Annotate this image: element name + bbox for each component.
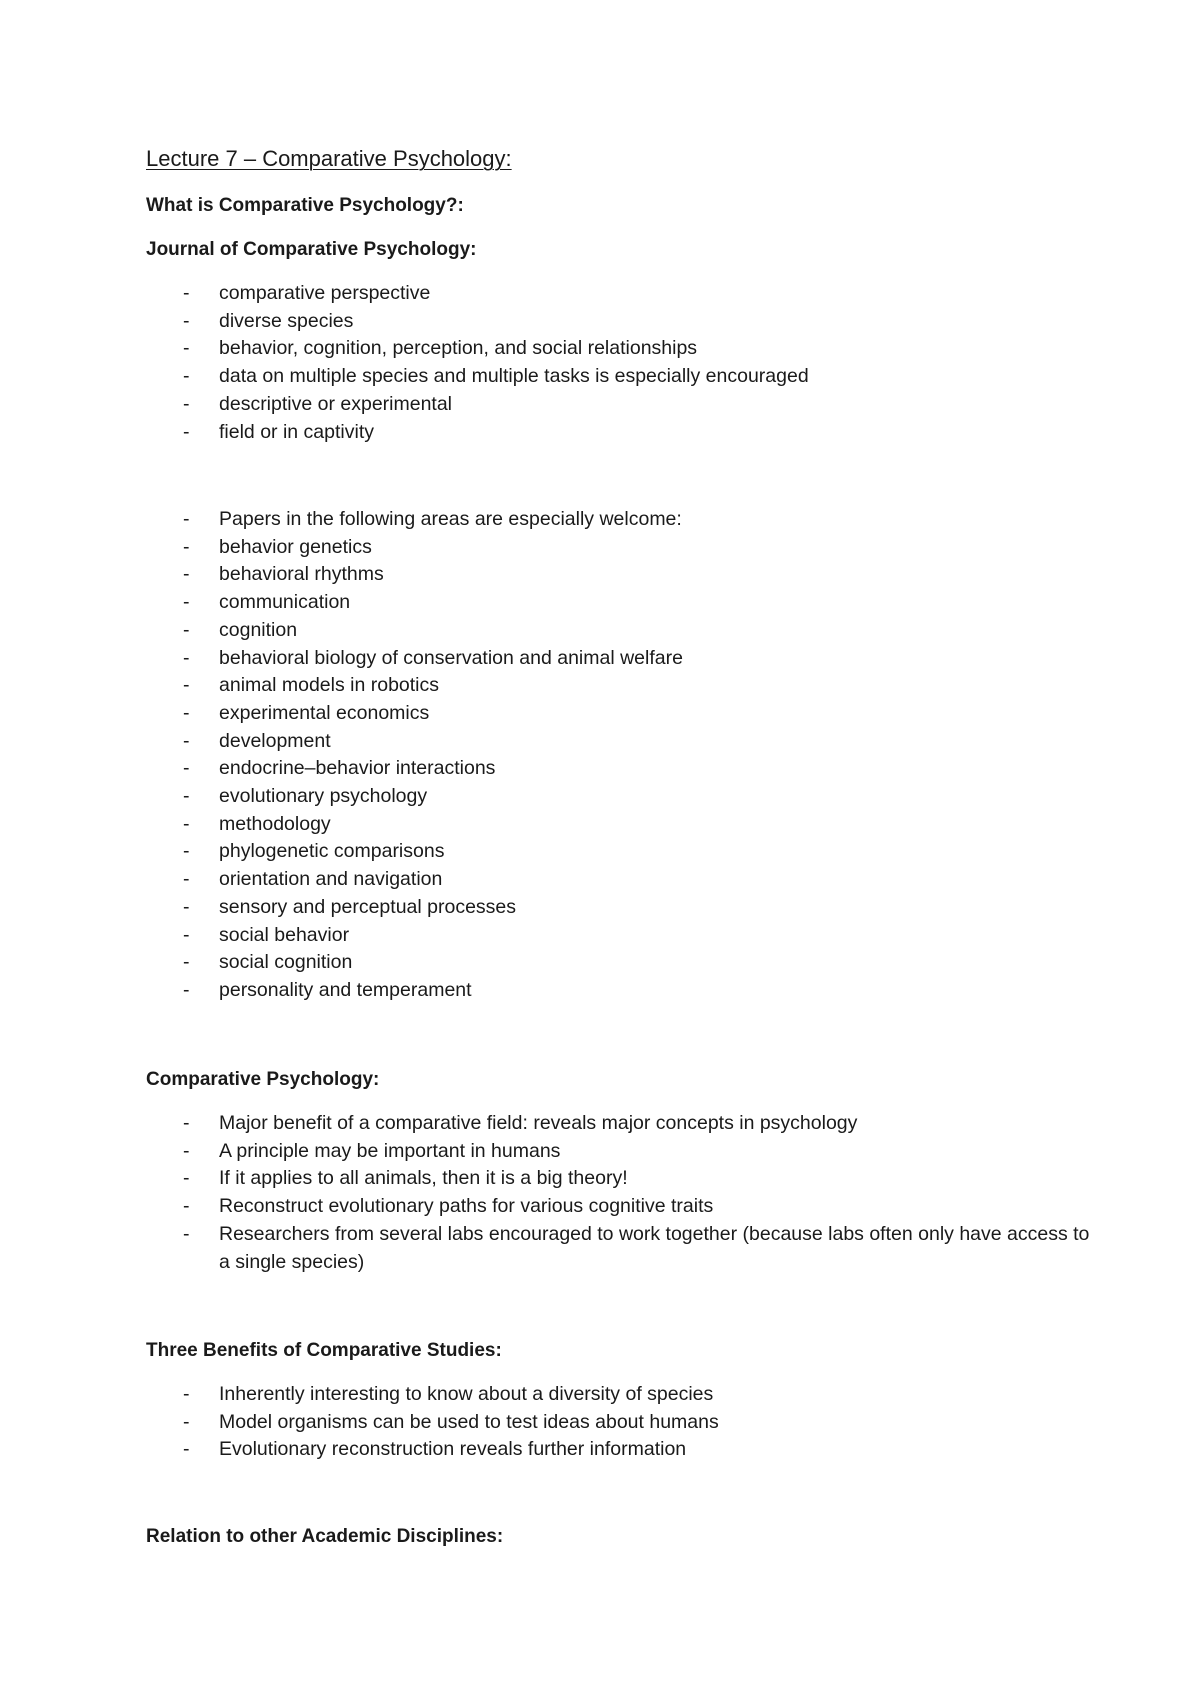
heading-what-is: What is Comparative Psychology?: [146, 195, 464, 216]
bullet-dash: - [183, 1139, 190, 1162]
heading-journal: Journal of Comparative Psychology: [146, 239, 477, 260]
list-item: - social cognition [146, 949, 683, 977]
bullet-dash: - [183, 757, 190, 780]
list-item: - data on multiple species and multiple tasks is especially encouraged [146, 363, 809, 391]
list-item: - methodology [146, 811, 683, 839]
list-item: - Researchers from several labs encouraged to work together (because labs often only have access to a single species) [183, 1222, 1090, 1273]
list-item: - social behavior [146, 922, 683, 950]
bullet-dash: - [183, 282, 190, 304]
bullet-dash: - [183, 563, 190, 586]
list-item: - Evolutionary reconstruction reveals further information [146, 1436, 719, 1464]
bullet-dash: - [183, 729, 190, 752]
benefits-list [146, 1381, 719, 1464]
list-item: - experimental economics [146, 700, 683, 728]
heading-relation-disciplines: Relation to other Academic Disciplines: [146, 1526, 504, 1547]
list-item: - behavioral rhythms [146, 561, 683, 589]
list-item: - field or in captivity [146, 419, 809, 447]
bullet-dash: - [183, 392, 190, 415]
bullet-dash: - [183, 895, 190, 918]
page-title: Lecture 7 – Comparative Psychology: [146, 146, 512, 171]
heading-three-benefits: Three Benefits of Comparative Studies: [146, 1340, 502, 1361]
list-item: - Inherently interesting to know about a diversity of species [146, 1381, 719, 1409]
bullet-dash: - [183, 923, 190, 946]
bullet-dash: - [183, 785, 190, 808]
bullet-dash: - [183, 337, 190, 360]
list-item: - A principle may be important in humans [146, 1138, 1099, 1166]
list-item: - comparative perspective [146, 280, 809, 308]
list-item: - behavioral biology of conservation and animal welfare [146, 645, 683, 673]
list-item: - descriptive or experimental [146, 391, 809, 419]
list-item: - phylogenetic comparisons [146, 838, 683, 866]
bullet-dash: - [183, 840, 190, 863]
bullet-dash: - [183, 618, 190, 641]
list-item: - Reconstruct evolutionary paths for various cognitive traits [146, 1193, 1099, 1221]
bullet-dash: - [183, 674, 190, 697]
list-item: - behavior, cognition, perception, and social relationships [146, 335, 809, 363]
bullet-dash: - [183, 978, 190, 1001]
bullet-dash: - [183, 591, 190, 614]
comparative-psychology-list [146, 1110, 1099, 1276]
list-item: - communication [146, 589, 683, 617]
bullet-dash: - [183, 508, 190, 530]
list-item: - development [146, 728, 683, 756]
bullet-dash: - [183, 365, 190, 388]
bullet-dash: - [183, 868, 190, 891]
bullet-dash: - [183, 646, 190, 669]
list-item: - personality and temperament [146, 977, 683, 1005]
list-item: - endocrine–behavior interactions [146, 755, 683, 783]
list-item: - Model organisms can be used to test ideas about humans [146, 1409, 719, 1437]
bullet-dash: - [183, 1383, 190, 1405]
journal-scope-list [146, 280, 809, 446]
heading-comparative-psychology: Comparative Psychology: [146, 1069, 380, 1090]
list-item: - orientation and navigation [146, 866, 683, 894]
bullet-dash: - [183, 812, 190, 835]
bullet-dash: - [183, 1222, 190, 1245]
bullet-dash: - [183, 701, 190, 724]
list-item: - Major benefit of a comparative field: reveals major concepts in psychology [146, 1110, 1099, 1138]
bullet-dash: - [183, 535, 190, 558]
bullet-dash: - [183, 951, 190, 974]
list-item: - behavior genetics [146, 534, 683, 562]
list-item: - cognition [146, 617, 683, 645]
list-item: - evolutionary psychology [146, 783, 683, 811]
journal-areas-list [146, 506, 683, 1005]
bullet-dash: - [183, 1167, 190, 1190]
bullet-dash: - [183, 1112, 190, 1134]
bullet-dash: - [183, 420, 190, 443]
bullet-dash: - [183, 1438, 190, 1461]
bullet-dash: - [183, 309, 190, 332]
list-item: - Papers in the following areas are especially welcome: [146, 506, 683, 534]
bullet-dash: - [183, 1195, 190, 1218]
list-item: - If it applies to all animals, then it is a big theory! [146, 1165, 1099, 1193]
list-item: - animal models in robotics [146, 672, 683, 700]
list-item: - diverse species [146, 308, 809, 336]
bullet-dash: - [183, 1410, 190, 1433]
list-item: - sensory and perceptual processes [146, 894, 683, 922]
